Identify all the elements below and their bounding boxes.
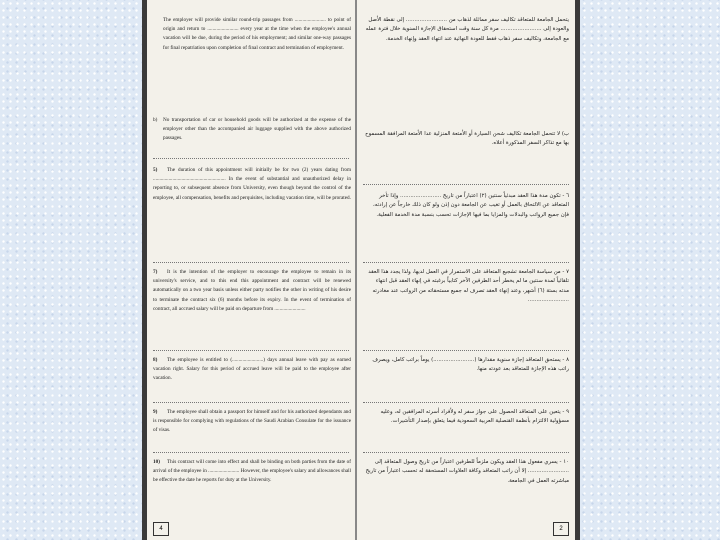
arabic-clause-b-text: لا تتحمل الجامعة تكاليف شحن السيارة أو الأمتعة المنزلية عدا الأمتعة المرافقة المسموح بها مع تذاكر السفر المذكورة أعلاه. xyxy=(365,131,569,147)
arabic-page xyxy=(356,0,575,540)
arabic-clause-9-text: يتعين على المتعاقد الحصول على جواز سفر له ولأفراد أسرته المرافقين له، وعليه مسؤولية الالتزام بأنظمة القنصلية العربية السعودية فيما يتعلق بإصدار التأشيرات. xyxy=(380,409,569,425)
divider xyxy=(153,158,349,159)
clause-5-text: The duration of this appointment will initially be for two (2) years dating from ........................................................ In the event of substantial and unauthorized delay in reporting to, or subsequent absence from University, even though beyond the control of the employee, all compensation, benefits and perquisites, including vacation time, will be prorated. xyxy=(153,167,351,201)
arabic-clause-b xyxy=(365,130,569,149)
clause-9 xyxy=(153,408,351,436)
english-page xyxy=(147,0,356,540)
divider xyxy=(363,402,569,403)
clause-10-text: This contract will come into effect and shall be binding on both parties from the date of arrival of the employee in ........................ However, the employee's salary and allowances shall be effective the date he reports for duty at the University. xyxy=(153,459,351,484)
clause-4b xyxy=(153,116,351,144)
page-number-left: 4 xyxy=(153,522,169,536)
clause-4b-text: No transportation of car or household goods will be authorized at the expense of the employer other than the accompanied air luggage supplied with the above authorized passages. xyxy=(163,117,351,142)
arabic-clause-10-number: ١٠ - xyxy=(559,459,569,465)
clause-7 xyxy=(153,268,351,314)
divider xyxy=(363,350,569,351)
clause-8 xyxy=(153,356,351,384)
clause-5-number: 5) xyxy=(153,167,158,173)
clause-7-text: It is the intention of the employer to encourage the employee to remain in its university's service, and to this end this appointment and contract will be renewed automatically on a two year basis unless either party notifies the other in writing of his desire to terminate the contract six (6) months before its expiry. In the event of termination of contract, all accrued salary will be paid on departure from ........................ xyxy=(153,269,351,312)
divider xyxy=(153,402,349,403)
clause-4b-label: b) xyxy=(153,117,158,123)
arabic-clause-7-number: ٧ - xyxy=(562,269,569,275)
arabic-clause-9-number: ٩ - xyxy=(562,409,569,415)
clause-9-number: 9) xyxy=(153,409,158,415)
divider xyxy=(363,184,569,185)
arabic-clause-10 xyxy=(365,458,569,486)
page-number-right: 2 xyxy=(553,522,569,536)
arabic-clause-a: يتحمل الجامعة للمتعاقد تكاليف سفر مماثلة لذهاب من ........................ إلى نقطة الأصل والعودة إلى ........................ مرة كل سنة وقت استحقاق الإجازة السنوية خلال فترة عمله مع الجامعة، وتكاليف سفر ذهاب فقط للعودة النهائية عند انتهاء العقد وإنهاء الخدمة. xyxy=(365,17,569,42)
divider xyxy=(153,262,349,263)
arabic-clause-10-text: يسري مفعول هذا العقد ويكون ملزماً للطرفين اعتباراً من تاريخ وصول المتعاقد إلى ........................ إلا أن راتب المتعاقد وكافة العلاوات المستحقة له تحسب اعتباراً من تاريخ مباشرته العمل في الجامعة. xyxy=(365,459,569,484)
arabic-clause-8-text: يستحق المتعاقد إجازة سنوية مقدارها (........................) يوماً براتب كامل، ويصرف راتب هذه الإجازة للمتعاقد بعد عودته منها. xyxy=(372,357,569,373)
arabic-clause-6-number: ٦ - xyxy=(562,193,569,199)
scanned-contract-spread xyxy=(142,0,580,540)
arabic-clause-7-text: من سياسة الجامعة تشجيع المتعاقد على الاستمرار في العمل لديها، ولذا يجدد هذا العقد تلقائياً لمدة سنتين ما لم يخطر أحد الطرفين الآخر كتابياً برغبته في إنهاء العقد قبل انتهاء مدته بستة (٦) أشهر، وعند إنهاء العقد تصرف له جميع مستحقاته من الرواتب عند مغادرته ........................ xyxy=(368,269,569,304)
arabic-clause-7 xyxy=(365,268,569,306)
clause-9-text: The employee shall obtain a passport for himself and for his authorized dependants and is responsible for complying with regulations of the Saudi Arabian Consulate for the issuance of visas. xyxy=(153,409,351,434)
arabic-clause-8-number: ٨ - xyxy=(562,357,569,363)
arabic-clause-b-label: ب) xyxy=(561,131,569,137)
clause-5 xyxy=(153,166,351,203)
clause-8-text: The employee is entitled to (........................) days annual leave with pay as earned vacation right. Salary for this period of accrued leave will be paid to the employee after vacation. xyxy=(153,357,351,382)
divider xyxy=(363,452,569,453)
clause-4a-text: The employer will provide similar round-trip passages from ........................ to point of origin and return to ........................ every year at the time when the employee's annual vacation will be due, during the period of his employment; and similar one-way passages for final repatriation upon completion of final contract and termination of employment. xyxy=(163,17,351,51)
clause-4a xyxy=(153,16,351,53)
divider xyxy=(153,452,349,453)
clause-7-number: 7) xyxy=(153,269,158,275)
arabic-clause-9 xyxy=(365,408,569,427)
clause-10 xyxy=(153,458,351,486)
clause-10-number: 10) xyxy=(153,459,160,465)
divider xyxy=(363,262,569,263)
arabic-clause-6 xyxy=(365,192,569,220)
arabic-clause-8 xyxy=(365,356,569,375)
divider xyxy=(153,350,349,351)
arabic-clause-6-text: تكون مدة هذا العقد مبدئياً سنتين (٢) اعتباراً من تاريخ ........................ وإذا تأخر المتعاقد عن الالتحاق بالعمل أو تغيب عن الجامعة دون إذن ولو كان ذلك خارجاً عن إرادته، فإن جميع الرواتب والبدلات والمزايا بما فيها الإجازات تحسب بنسبة مدة الخدمة الفعلية. xyxy=(373,193,569,218)
clause-8-number: 8) xyxy=(153,357,158,363)
